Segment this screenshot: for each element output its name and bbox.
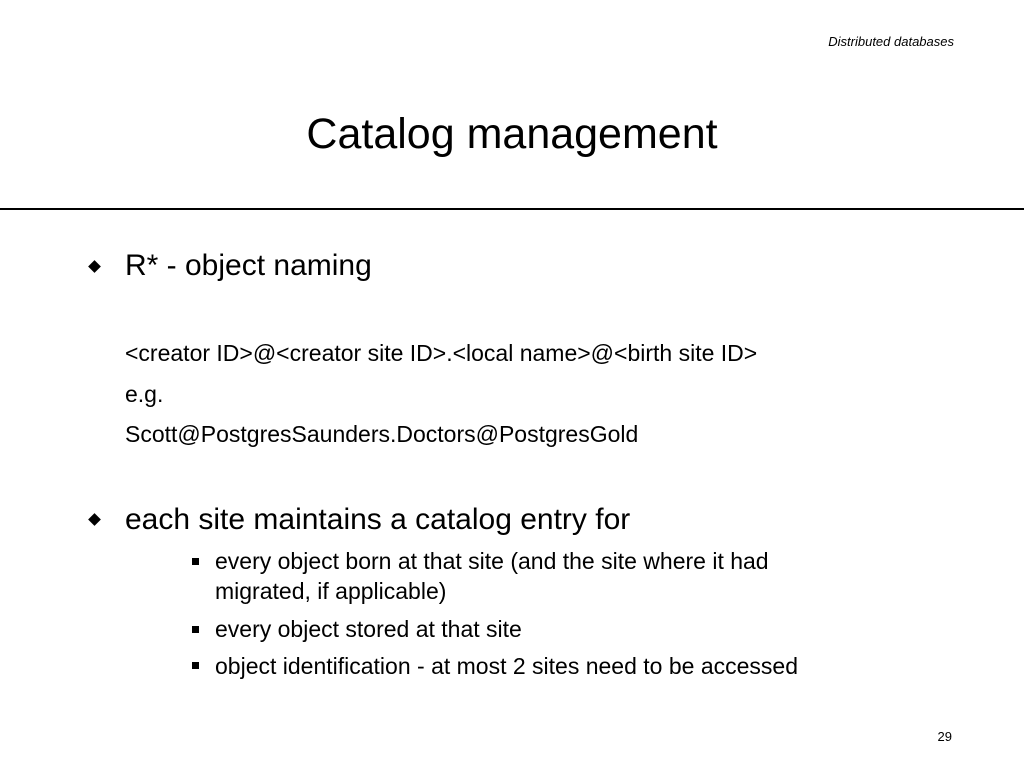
sub-bullet-born-line2: migrated, if applicable) bbox=[215, 578, 447, 604]
diamond-bullet-icon bbox=[88, 260, 101, 273]
example-label-line: e.g. bbox=[125, 381, 164, 407]
header-label: Distributed databases bbox=[828, 34, 954, 49]
slide-title: Catalog management bbox=[306, 110, 718, 158]
square-bullet-icon bbox=[192, 662, 199, 669]
diamond-bullet-icon bbox=[88, 513, 101, 526]
bullet-catalog-entry: each site maintains a catalog entry for bbox=[125, 503, 631, 536]
bullet-object-naming: R* - object naming bbox=[125, 249, 372, 282]
example-value-line: Scott@PostgresSaunders.Doctors@PostgresGold bbox=[125, 421, 639, 447]
naming-format-line: <creator ID>@<creator site ID>.<local name>@<birth site ID> bbox=[125, 340, 758, 366]
sub-bullet-identification: object identification - at most 2 sites need to be accessed bbox=[215, 653, 798, 679]
page-number: 29 bbox=[937, 729, 952, 744]
square-bullet-icon bbox=[192, 626, 199, 633]
square-bullet-icon bbox=[192, 558, 199, 565]
sub-bullet-born-line1: every object born at that site (and the site where it had bbox=[215, 548, 769, 574]
title-divider bbox=[0, 208, 1024, 210]
sub-bullet-stored: every object stored at that site bbox=[215, 616, 522, 642]
